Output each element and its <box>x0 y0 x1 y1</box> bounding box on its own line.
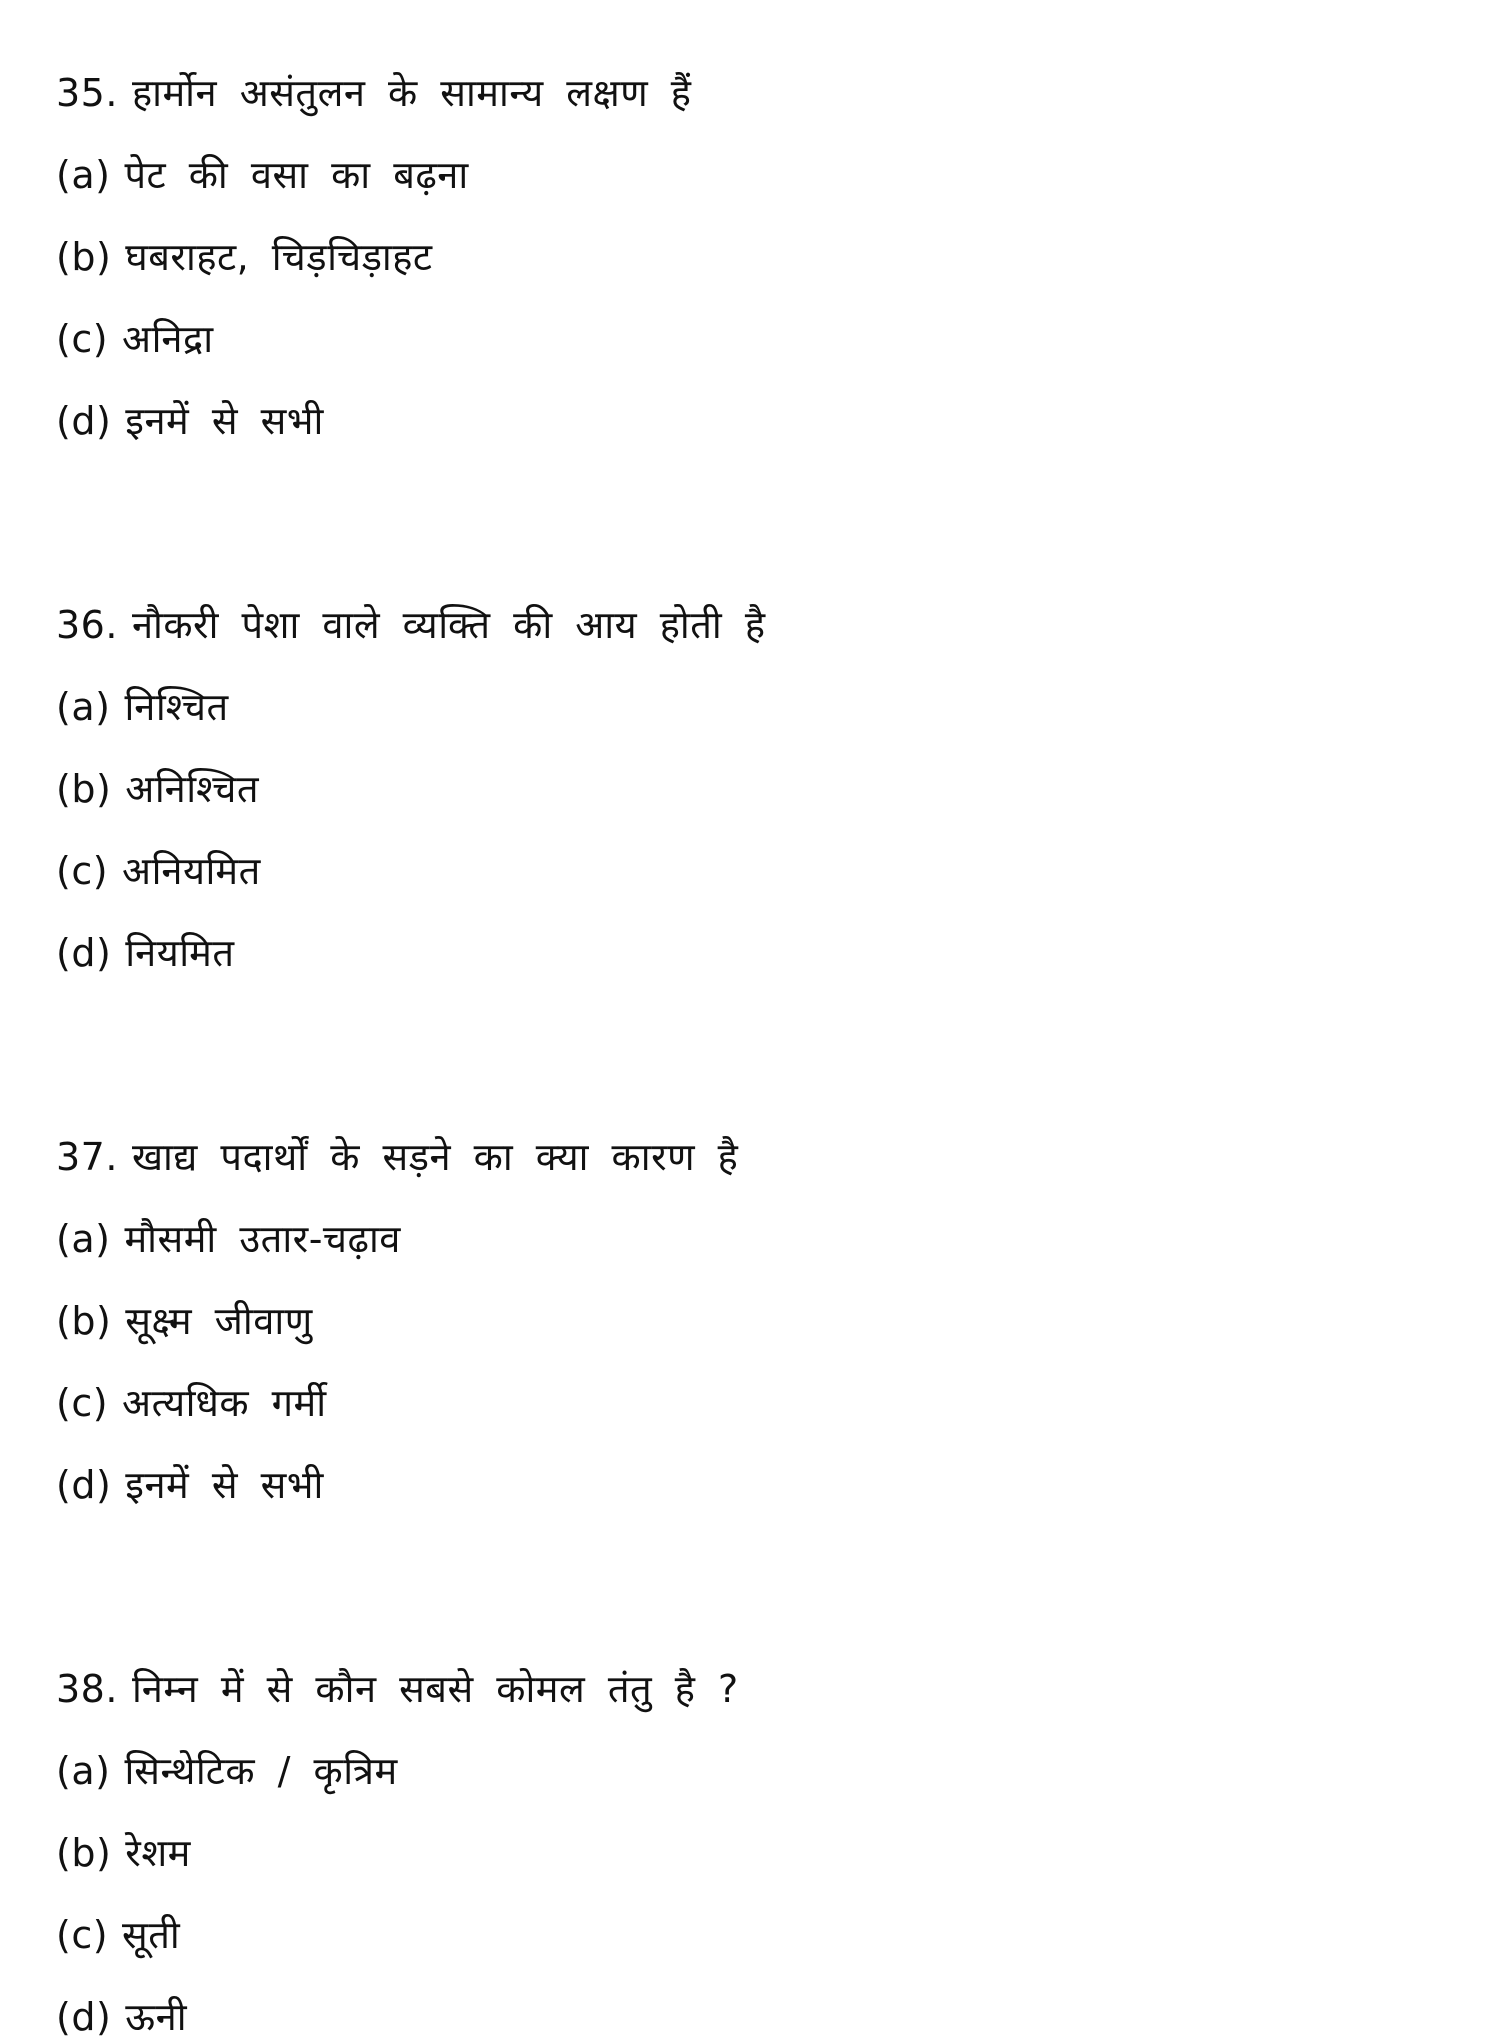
option-label: (b) <box>56 235 112 279</box>
question-stem <box>56 1136 1436 1178</box>
question-number: 35. <box>56 71 118 115</box>
question-stem <box>56 72 1436 114</box>
option-d <box>56 932 1436 974</box>
question-sheet <box>56 72 1436 2038</box>
option-text: नियमित <box>125 931 235 975</box>
question-number: 37. <box>56 1135 118 1179</box>
option-text: घबराहट, चिड़चिड़ाहट <box>125 235 433 279</box>
option-d <box>56 1996 1436 2038</box>
option-text: अनिद्रा <box>122 317 214 361</box>
question-text: खाद्य पदार्थों के सड़ने का क्या कारण है <box>131 1135 739 1179</box>
option-label: (c) <box>56 317 109 361</box>
option-c <box>56 850 1436 892</box>
option-text: इनमें से सभी <box>125 399 324 443</box>
option-text: मौसमी उतार-चढ़ाव <box>124 1217 401 1261</box>
option-c <box>56 318 1436 360</box>
option-label: (a) <box>56 685 111 729</box>
question-36 <box>56 604 1436 974</box>
option-text: ऊनी <box>125 1995 188 2039</box>
option-label: (d) <box>56 399 112 443</box>
option-label: (d) <box>56 1463 112 1507</box>
option-text: अत्यधिक गर्मी <box>122 1381 327 1425</box>
option-text: सूती <box>122 1913 181 1957</box>
option-text: सिन्थेटिक / कृत्रिम <box>124 1749 398 1793</box>
option-a <box>56 1750 1436 1792</box>
option-text: रेशम <box>125 1831 191 1875</box>
question-stem <box>56 1668 1436 1710</box>
question-38 <box>56 1668 1436 2038</box>
option-label: (a) <box>56 1749 111 1793</box>
question-number: 36. <box>56 603 118 647</box>
option-label: (b) <box>56 1299 112 1343</box>
option-d <box>56 400 1436 442</box>
option-label: (d) <box>56 931 112 975</box>
question-text: निम्न में से कौन सबसे कोमल तंतु है ? <box>131 1667 739 1711</box>
question-35 <box>56 72 1436 442</box>
option-text: इनमें से सभी <box>125 1463 324 1507</box>
question-text: हार्मोन असंतुलन के सामान्य लक्षण हैं <box>131 71 692 115</box>
option-d <box>56 1464 1436 1506</box>
question-text: नौकरी पेशा वाले व्यक्ति की आय होती है <box>131 603 766 647</box>
question-37 <box>56 1136 1436 1506</box>
option-label: (b) <box>56 767 112 811</box>
option-c <box>56 1382 1436 1424</box>
option-label: (a) <box>56 153 111 197</box>
option-label: (c) <box>56 1381 109 1425</box>
option-b <box>56 236 1436 278</box>
option-b <box>56 768 1436 810</box>
option-text: सूक्ष्म जीवाणु <box>125 1299 313 1343</box>
option-text: अनिश्चित <box>125 767 260 811</box>
option-label: (c) <box>56 849 109 893</box>
option-text: अनियमित <box>122 849 261 893</box>
question-number: 38. <box>56 1667 118 1711</box>
option-label: (b) <box>56 1831 112 1875</box>
option-a <box>56 686 1436 728</box>
option-b <box>56 1300 1436 1342</box>
option-b <box>56 1832 1436 1874</box>
option-text: निश्चित <box>124 685 229 729</box>
option-label: (a) <box>56 1217 111 1261</box>
option-a <box>56 1218 1436 1260</box>
option-c <box>56 1914 1436 1956</box>
option-text: पेट की वसा का बढ़ना <box>124 153 469 197</box>
option-a <box>56 154 1436 196</box>
question-stem <box>56 604 1436 646</box>
option-label: (d) <box>56 1995 112 2039</box>
option-label: (c) <box>56 1913 109 1957</box>
